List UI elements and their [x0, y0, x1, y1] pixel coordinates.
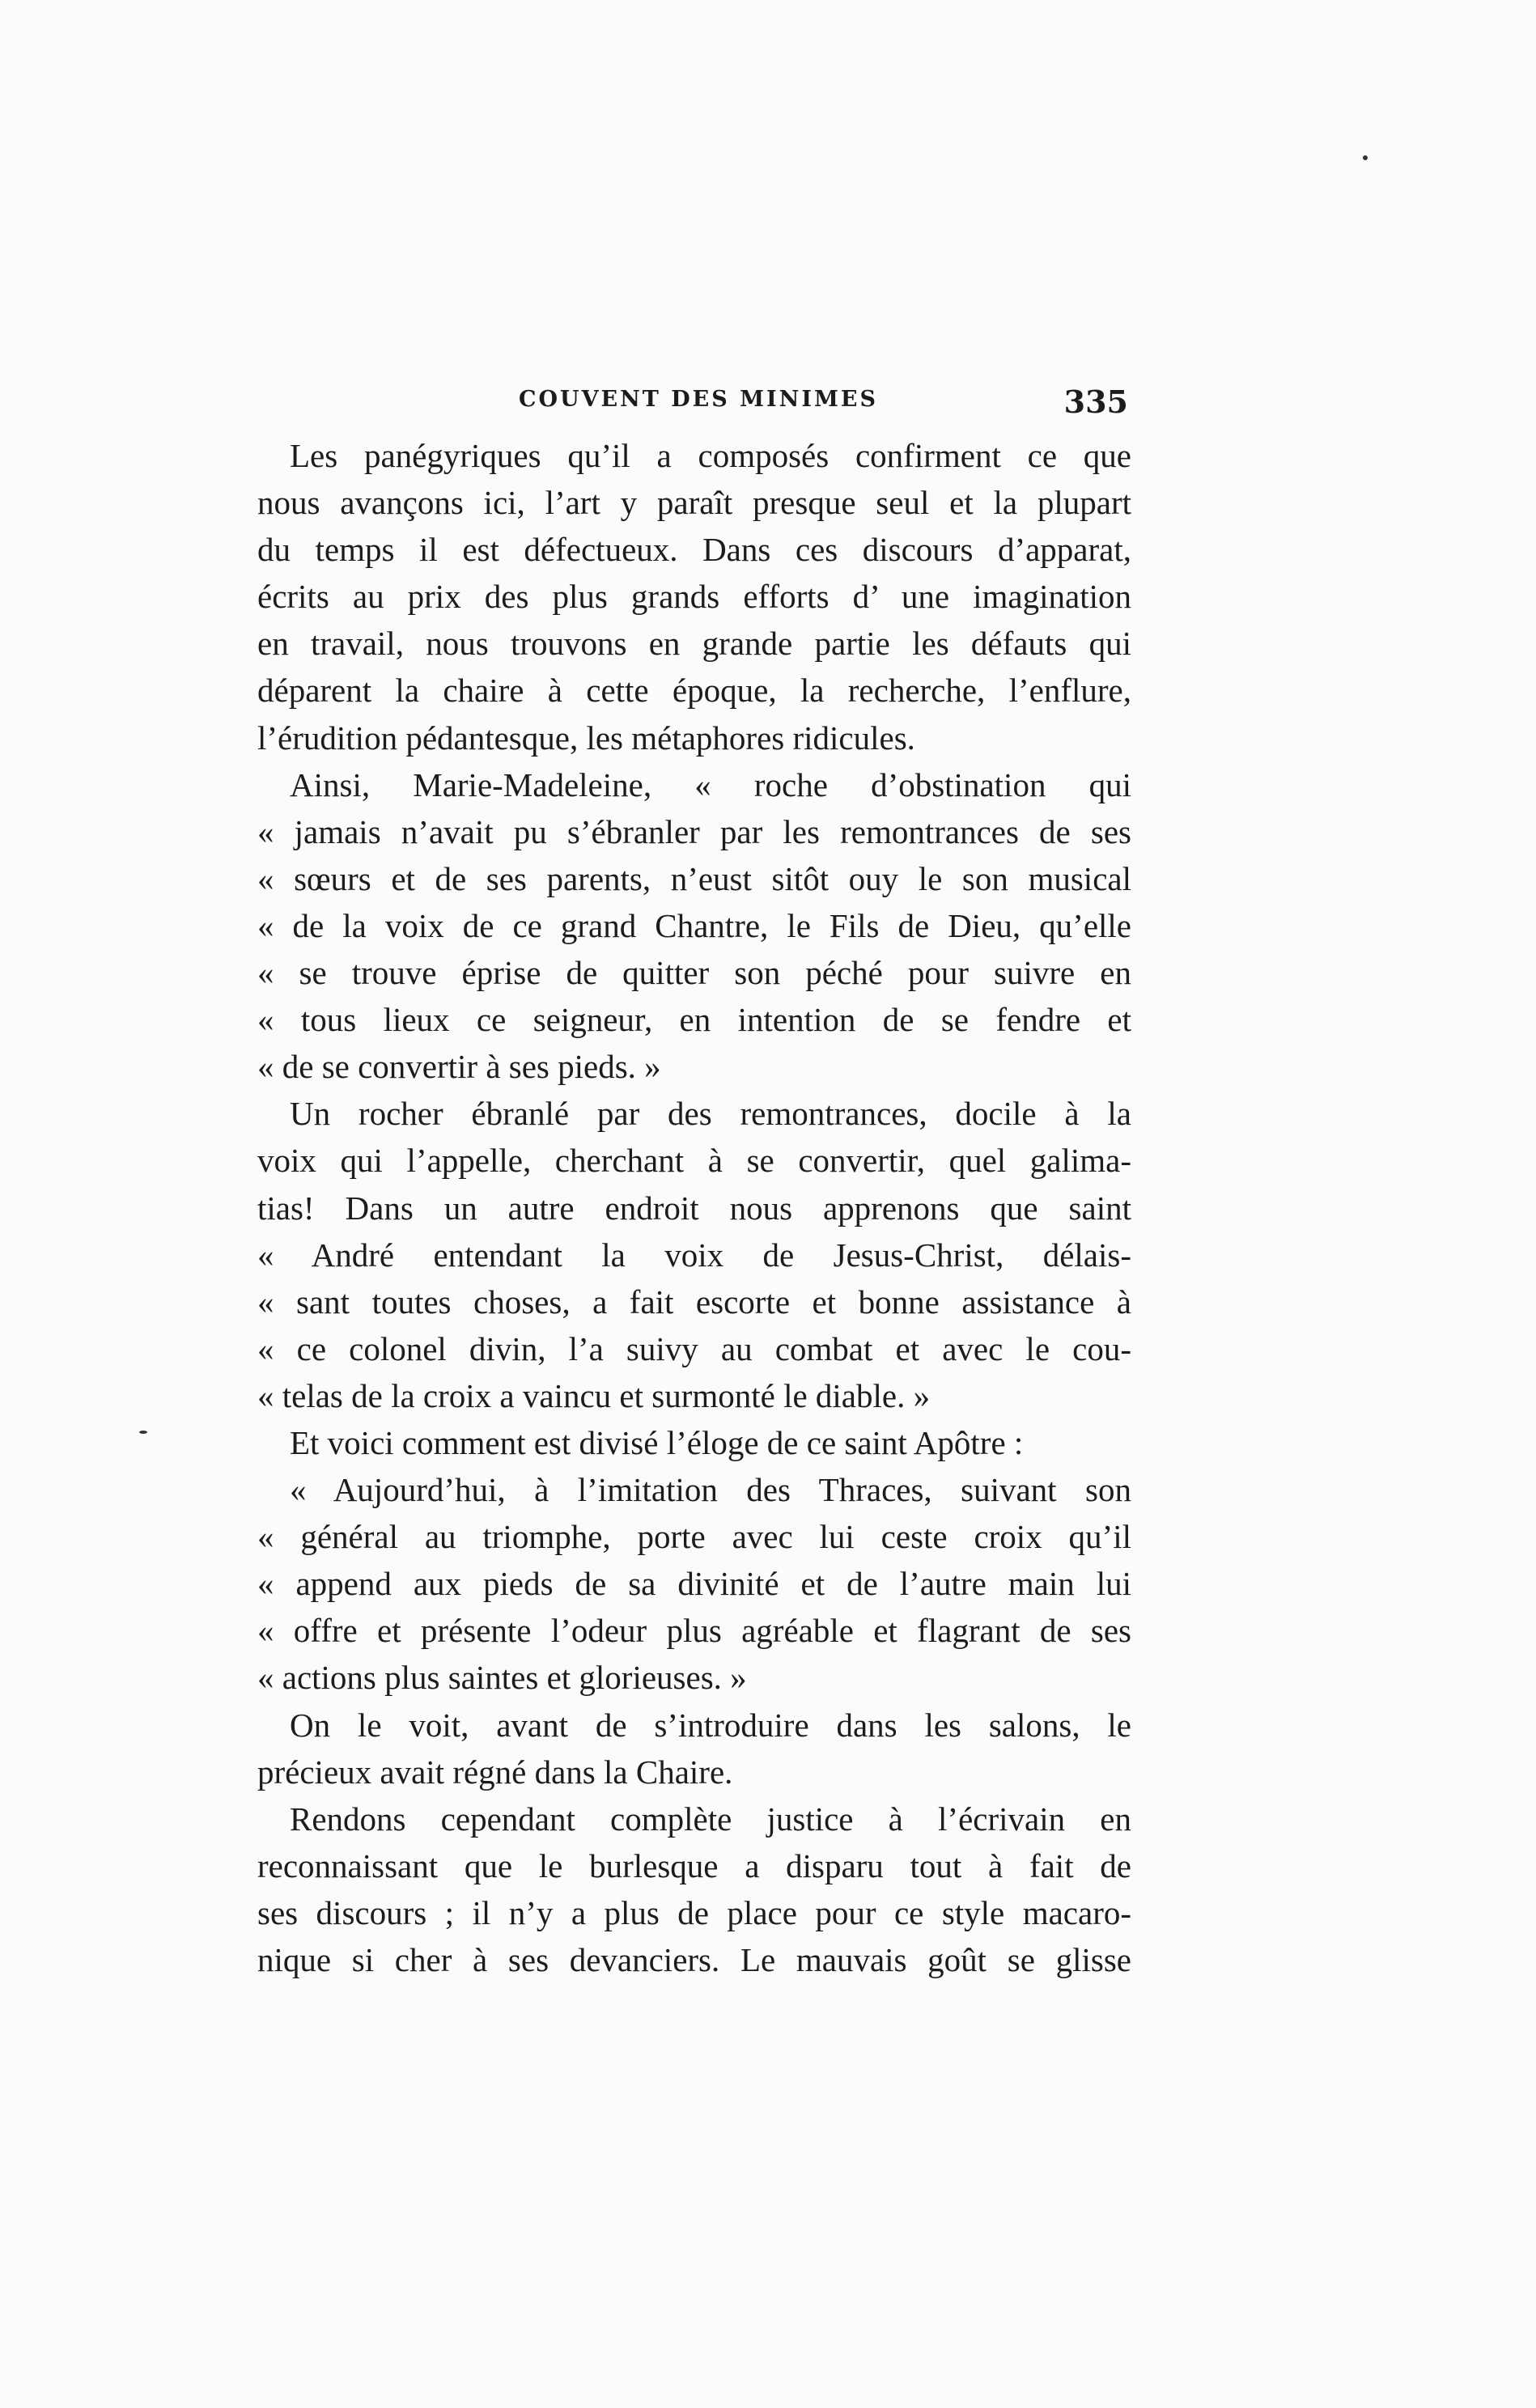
- text-line: du temps il est défectueux. Dans ces discours d’apparat,: [257, 531, 1131, 569]
- text-line: ses discours ; il n’y a plus de place pour ce style macaro-: [257, 1893, 1131, 1931]
- text-line: « jamais n’avait pu s’ébranler par les remontrances de ses: [257, 812, 1131, 850]
- text-line: tias! Dans un autre endroit nous apprenons que saint: [257, 1189, 1131, 1227]
- text-line: « André entendant la voix de Jesus-Christ, délais-: [257, 1236, 1131, 1274]
- text-line: « offre et présente l’odeur plus agréable et flagrant de ses: [257, 1612, 1131, 1650]
- text-line: Ainsi, Marie-Madeleine, « roche d’obstination qui: [290, 765, 1131, 803]
- text-line: « sœurs et de ses parents, n’eust sitôt ouy le son musical: [257, 859, 1131, 897]
- page-number: 335: [1063, 384, 1128, 420]
- text-line: Un rocher ébranlé par des remontrances, docile à la: [290, 1095, 1131, 1133]
- text-line: nique si cher à ses devanciers. Le mauvais goût se glisse: [257, 1941, 1131, 1978]
- text-line: On le voit, avant de s’introduire dans les salons, le: [290, 1706, 1131, 1744]
- print-speck: [139, 1431, 147, 1434]
- text-line: « de la voix de ce grand Chantre, le Fils de Dieu, qu’elle: [257, 906, 1131, 944]
- text-line: précieux avait régné dans la Chaire.: [257, 1753, 733, 1791]
- text-line: écrits au prix des plus grands efforts d’ une imagination: [257, 578, 1131, 616]
- text-line: « de se convertir à ses pieds. »: [257, 1048, 661, 1086]
- text-line: Les panégyriques qu’il a composés confirment ce que: [290, 437, 1131, 474]
- text-line: en travail, nous trouvons en grande partie les défauts qui: [257, 625, 1131, 663]
- text-line: « append aux pieds de sa divinité et de l’autre main lui: [257, 1565, 1131, 1603]
- text-line: Rendons cependant complète justice à l’écrivain en: [290, 1800, 1131, 1838]
- text-line: « sant toutes choses, a fait escorte et bonne assistance à: [257, 1282, 1131, 1321]
- print-speck: [1363, 155, 1368, 160]
- text-line: reconnaissant que le burlesque a disparu tout à fait de: [257, 1846, 1131, 1884]
- text-line: « se trouve éprise de quitter son péché pour suivre en: [257, 954, 1131, 992]
- text-line: nous avançons ici, l’art y paraît presque seul et la plupart: [257, 484, 1131, 522]
- text-line: « général au triomphe, porte avec lui ceste croix qu’il: [257, 1518, 1131, 1556]
- text-line: « Aujourd’hui, à l’imitation des Thraces, suivant son: [290, 1471, 1131, 1509]
- body-text: [257, 432, 1131, 1983]
- text-line: « ce colonel divin, l’a suivy au combat et avec le cou-: [257, 1329, 1131, 1367]
- text-line: « actions plus saintes et glorieuses. »: [257, 1659, 747, 1697]
- text-line: déparent la chaire à cette époque, la recherche, l’enflure,: [257, 672, 1131, 710]
- text-line: l’érudition pédantesque, les métaphores ridicules.: [257, 719, 915, 757]
- text-line: voix qui l’appelle, cherchant à se convertir, quel galima-: [257, 1142, 1131, 1180]
- text-line: « tous lieux ce seigneur, en intention de se fendre et: [257, 1001, 1131, 1039]
- text-line: Et voici comment est divisé l’éloge de ce saint Apôtre :: [290, 1423, 1024, 1461]
- text-line: « telas de la croix a vaincu et surmonté le diable. »: [257, 1376, 931, 1414]
- running-title: COUVENT DES MINIMES: [519, 387, 878, 412]
- running-head: [257, 384, 1139, 424]
